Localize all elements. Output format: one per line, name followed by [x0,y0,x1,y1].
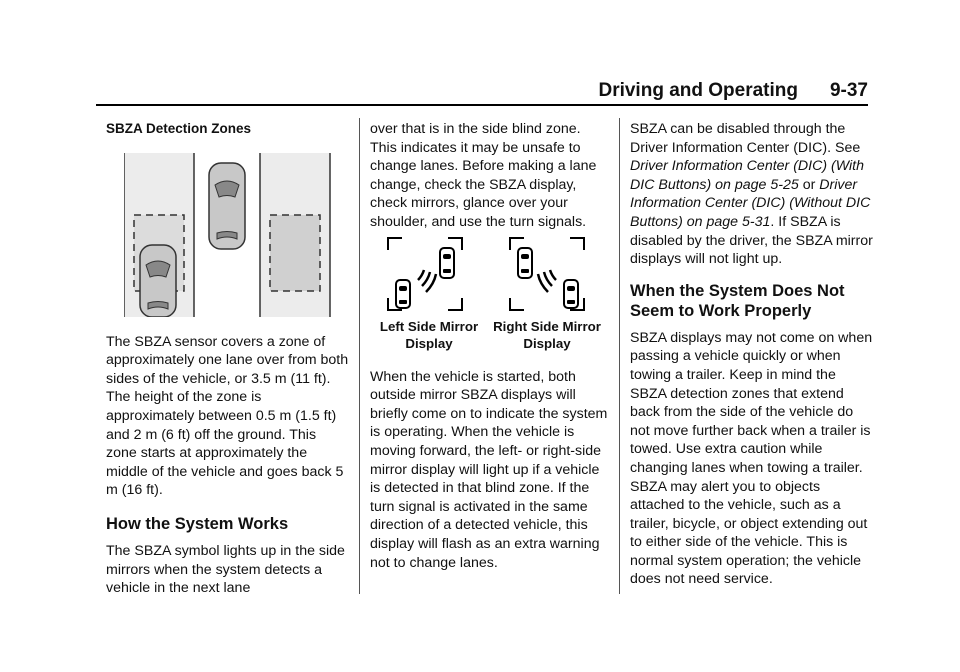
text-disable-outro: . If SBZA is disabled by the driver, the SBZA mirror displays will not light up. [630,213,873,268]
column-3 [630,120,874,589]
heading-not-working: When the System Does Not Seem to Work Properly [630,281,845,320]
left-mirror-display-icon [388,238,462,310]
section-title: Driving and Operating [598,80,798,101]
column-2 [370,120,610,572]
paragraph-disable-sbza [630,120,874,269]
paragraph-zone-coverage: The SBZA sensor covers a zone of approximately one lane over from both sides of the vehicle, or 3.5 m (11 ft). The height of the zone is approximately between 0.5 m (1.5 ft) and 2 m (6 ft) off the ground. This zone starts at approximately the middle of the vehicle and goes back 5 m (16 ft). [106,333,349,499]
page-number: 9-37 [829,80,868,101]
right-detection-zone [270,215,320,291]
paragraph-lane-change: over that is in the side blind zone. This indicates it may be unsafe to change lanes. Before making a lane change, check the SBZA display, check mirrors, glance over your shoulder, and use the turn signals. [370,121,597,230]
figure-caption-detection-zones: SBZA Detection Zones [106,121,252,136]
column-1 [106,120,350,598]
right-mirror-caption: Right Side Mirror Display [493,318,601,351]
paragraph-startup-behavior: When the vehicle is started, both outside mirror SBZA displays will briefly come on to indicate the system is operating. When the vehicle is moving forward, the left- or right-side mirror display will light up if a vehicle is detected in that blind zone. If the turn signal is activated in the same direction of a detected vehicle, this display will flash as an extra warning not to change lanes. [370,368,608,571]
link-dic-with-buttons[interactable]: Driver Information Center (DIC) (With DIC Buttons) on page 5-25 [630,158,865,193]
mirror-displays-illustration [378,236,610,316]
paragraph-system-works: The SBZA symbol lights up in the side mirrors when the system detects a vehicle in the next lane [106,542,345,597]
car-left-lane-icon [140,245,176,317]
header-rule [96,104,868,106]
host-vehicle-icon [209,163,245,249]
paragraph-not-working: SBZA displays may not come on when passing a vehicle quickly or when towing a trailer. Keep in mind the SBZA detection zones that extend back from the side of the vehicle do not move further back when a trailer is towed. Use extra caution while changing lanes when towing a trailer. SBZA may alert you to objects attached to the vehicle, such as a trailer, bicycle, or object extending out to either side of the vehicle. This is normal system operation; the vehicle does not need service. [630,329,873,588]
column-divider-2 [619,118,620,594]
text-or: or [798,176,820,193]
text-disable-intro: SBZA can be disabled through the Driver Information Center (DIC). See [630,121,861,156]
mirror-captions [370,318,610,352]
page-header [596,80,868,104]
right-mirror-display-icon [510,238,584,310]
left-mirror-caption: Left Side Mirror Display [379,318,479,351]
link-dic-without-buttons[interactable]: Driver Information Center (DIC) (Without DIC Buttons) on page 5-31 [630,176,871,230]
detection-zones-illustration [124,153,334,317]
column-divider-1 [359,118,360,594]
heading-how-system-works: How the System Works [106,514,289,533]
